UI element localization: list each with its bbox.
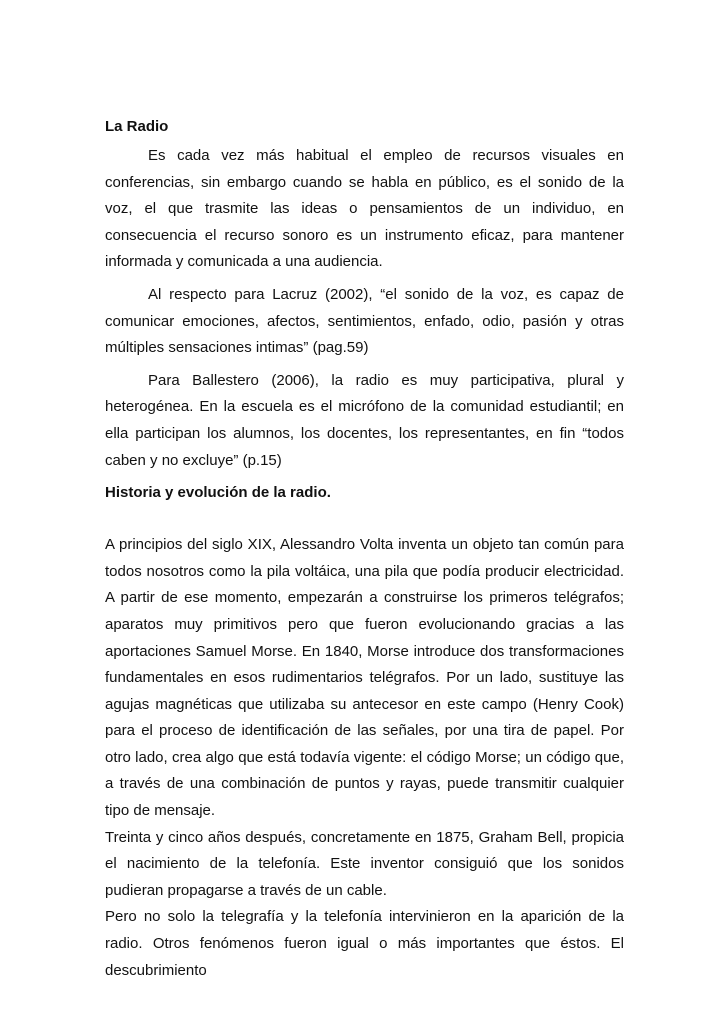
- section-heading: Historia y evolución de la radio.: [105, 484, 331, 502]
- document-title: La Radio: [105, 118, 169, 135]
- paragraph-bell: Treinta y cinco años después, concretamente en 1875, Graham Bell, propicia el nacimiento de la telefonía. Este inventor consiguió que los sonidos pudieran propagarse a través de un cable.: [105, 828, 624, 899]
- paragraph-ballestero: Para Ballestero (2006), la radio es muy participativa, plural y heterogénea. En la escuela es el micrófono de la comunidad estudiantil; en ella participan los alumnos, los docentes, los representantes, en fin “todos caben y no excluye” (p.15): [105, 371, 624, 469]
- paragraph-intro: Es cada vez más habitual el empleo de recursos visuales en conferencias, sin embargo cuando se habla en público, es el sonido de la voz, el que trasmite las ideas o pensamientos de un individuo, en consecuencia el recurso sonoro es un instrumento eficaz, para mantener informada y comunicada a una audiencia.: [105, 147, 624, 271]
- paragraph-radio-origins: Pero no solo la telegrafía y la telefonía intervinieron en la aparición de la radio. Otros fenómenos fueron igual o más importantes que éstos. El descubrimiento: [105, 908, 624, 979]
- paragraph-lacruz: Al respecto para Lacruz (2002), “el sonido de la voz, es capaz de comunicar emociones, afectos, sentimientos, enfado, odio, pasión y otras múltiples sensaciones intimas” (pag.59): [105, 285, 624, 357]
- document-page: [105, 114, 624, 984]
- paragraph-volta-morse: A principios del siglo XIX, Alessandro Volta inventa un objeto tan común para todos nosotros como la pila voltáica, una pila que podía producir electricidad. A partir de ese momento, empezarán a construirse los primeros telégrafos; aparatos muy primitivos pero que fueron evolucionando gracias a las aportaciones Samuel Morse. En 1840, Morse introduce dos transformaciones fundamentales en esos rudimentarios telégrafos. Por un lado, sustituye las agujas magnéticas que utilizaba su antecesor en este campo (Henry Cook) para el proceso de identificación de las señales, por una tira de papel. Por otro lado, crea algo que está todavía vigente: el código Morse; un código que, a través de una combinación de puntos y rayas, puede transmitir cualquier tipo de mensaje.: [105, 536, 624, 820]
